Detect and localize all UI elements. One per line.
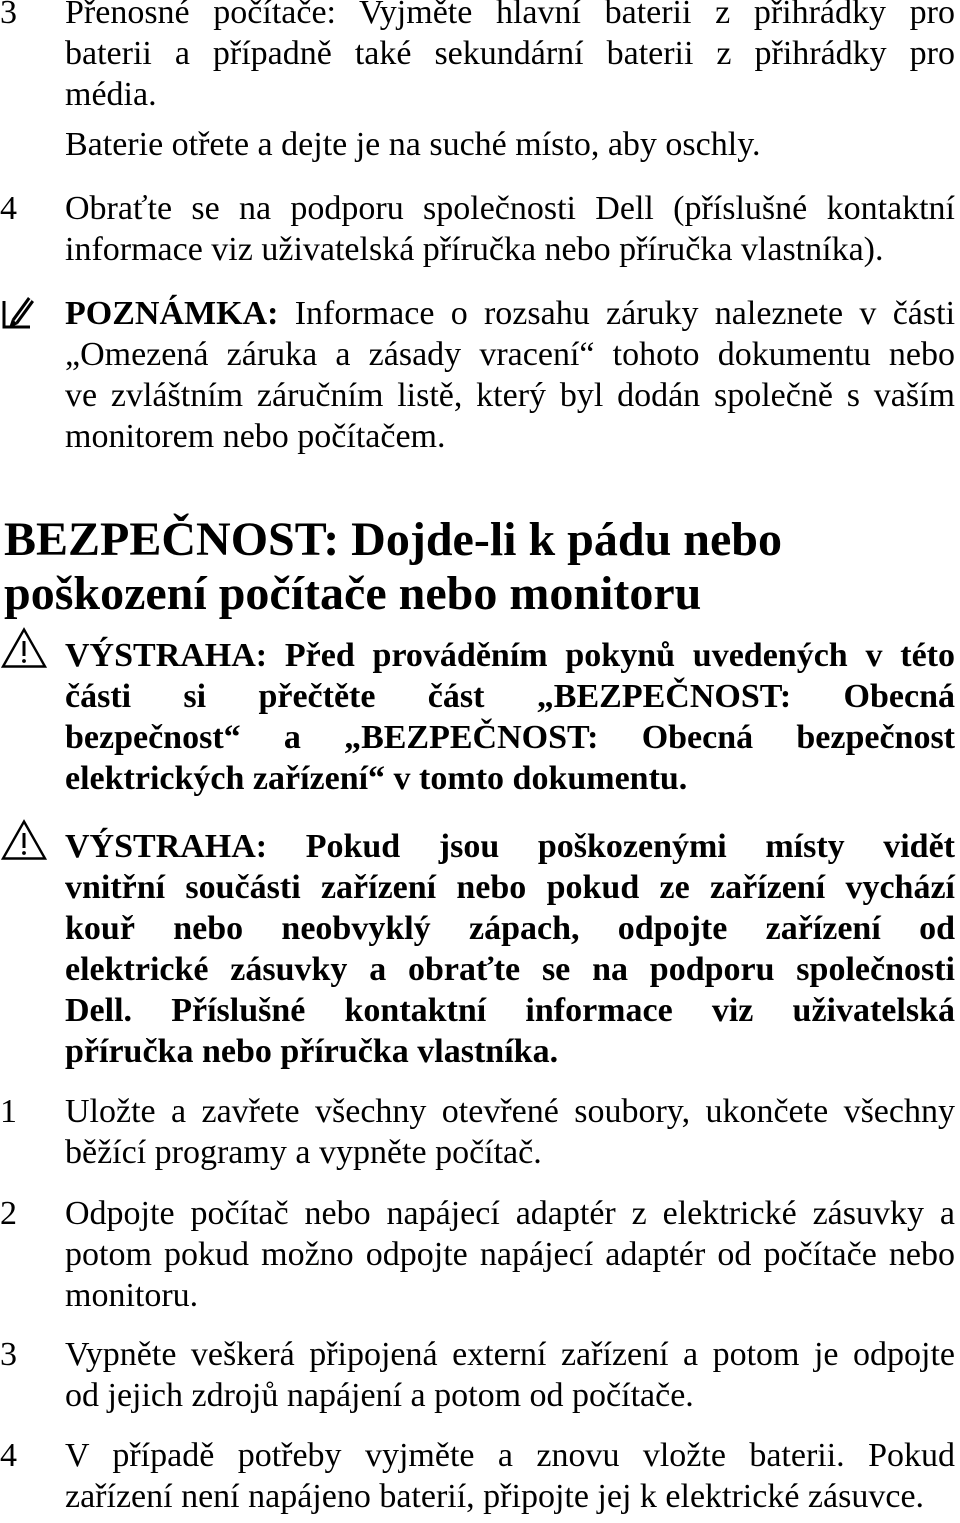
step-line: potom pokud možno odpojte napájecí adaptér od počítače nebo [65,1236,955,1273]
warning-line: části si přečtěte část „BEZPEČNOST: Obecná [65,678,955,715]
step-number: 2 [0,1195,17,1232]
step-line: Obraťte se na podporu společnosti Dell (příslušné kontaktní [65,190,955,227]
step-number: 3 [0,0,17,31]
step-3-portable-batteries [0,0,960,115]
step-line: běžící programy a vypněte počítač. [65,1134,542,1171]
warning-line: příručka nebo příručka vlastníka. [65,1033,559,1070]
warning-line: kouř nebo neobvyklý zápach, odpojte zařízení od [65,910,955,947]
step-number: 4 [0,1437,17,1474]
step-3 [0,1334,960,1416]
step-line: baterii a případně také sekundární baterii z přihrádky pro [65,35,955,72]
warning-label: VÝSTRAHA: [65,828,268,865]
warning-text: Před prováděním pokynů uvedených v této [284,637,955,674]
step-number: 3 [0,1336,17,1373]
warning-block [0,826,960,1072]
section-heading [4,513,944,621]
warning-label: VÝSTRAHA: [65,637,268,674]
step-line: monitoru. [65,1277,199,1314]
warning-line: elektrických zařízení“ v tomto dokumentu. [65,760,688,797]
step-line: Vypněte veškerá připojená externí zařízení a potom je odpojte [65,1336,955,1373]
step-2 [0,1193,960,1316]
note-text: Informace o rozsahu záruky naleznete v části [294,295,956,332]
section-heading-line: poškození počítače nebo monitoru [4,567,702,620]
warning-line: Dell. Příslušné kontaktní informace viz uživatelská [65,992,955,1029]
note-label: POZNÁMKA: [65,295,279,332]
step-number: 4 [0,190,17,227]
step-1 [0,1091,960,1173]
step-line: zařízení není napájeno baterií, připojte jej k elektrické zásuvce. [65,1478,925,1515]
warning-text: Pokud jsou poškozenými místy vidět [305,828,956,865]
step-line: média. [65,76,157,113]
step-3-followup [0,124,960,165]
note-block [0,293,960,457]
warning-line [65,826,955,867]
note-line: „Omezená záruka a zásady vracení“ tohoto dokumentu nebo [65,336,955,373]
step-4 [0,1435,960,1517]
warning-line: vnitřní součásti zařízení nebo pokud ze zařízení vychází [65,869,955,906]
step-line: informace viz uživatelská příručka nebo příručka vlastníka). [65,231,884,268]
section-heading-line: BEZPEČNOST: Dojde-li k pádu nebo [4,513,782,566]
step-4-contact-dell [0,188,960,270]
step-line: Baterie otřete a dejte je na suché místo, aby oschly. [65,126,761,163]
step-number: 1 [0,1093,17,1130]
warning-line [65,635,955,676]
step-line: Uložte a zavřete všechny otevřené soubory, ukončete všechny [65,1093,955,1130]
step-line: V případě potřeby vyjměte a znovu vložte baterii. Pokud [65,1437,955,1474]
warning-line: elektrické zásuvky a obraťte se na podporu společnosti [65,951,955,988]
note-line [65,293,955,334]
note-line: monitorem nebo počítačem. [65,418,446,455]
note-line: ve zvláštním záručním listě, který byl dodán společně s vaším [65,377,955,414]
step-line: Přenosné počítače: Vyjměte hlavní baterii z přihrádky pro [65,0,955,31]
warning-line: bezpečnost“ a „BEZPEČNOST: Obecná bezpečnost [65,719,955,756]
step-line: od jejich zdrojů napájení a potom od počítače. [65,1377,694,1414]
step-line: Odpojte počítač nebo napájecí adaptér z elektrické zásuvky a [65,1195,955,1232]
warning-block [0,635,960,799]
